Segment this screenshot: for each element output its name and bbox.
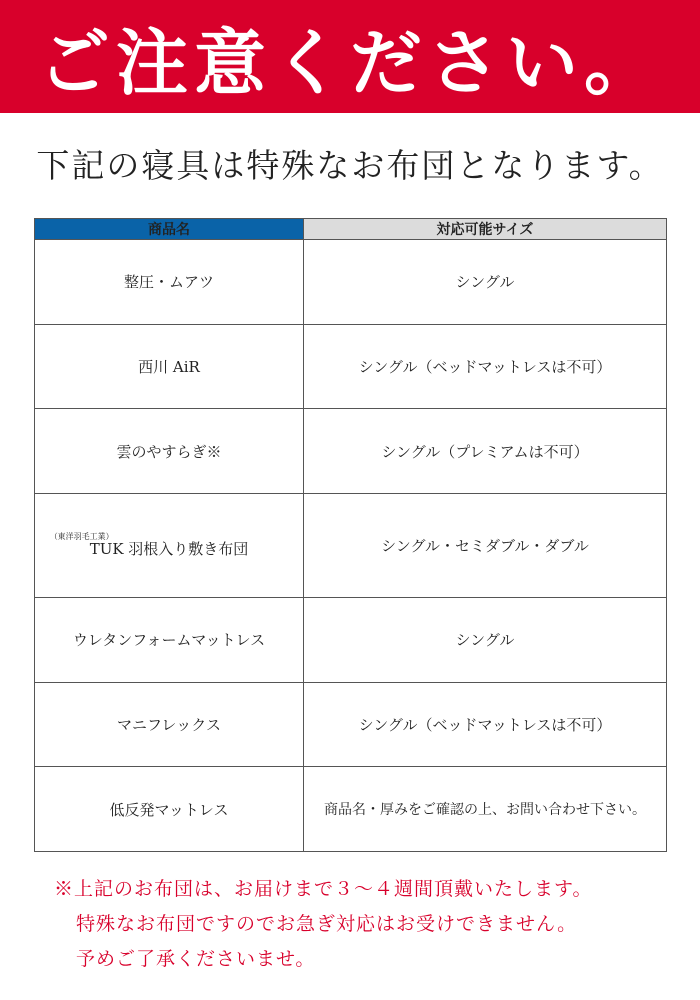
product-name: TUK 羽根入り敷き布団 — [89, 540, 249, 559]
table-row — [35, 682, 667, 767]
product-name: 雲のやすらぎ※ — [35, 409, 304, 494]
table-row — [35, 409, 667, 494]
warning-banner — [0, 0, 700, 113]
product-name-cell — [35, 494, 304, 598]
table-row — [35, 494, 667, 598]
header-available-size: 対応可能サイズ — [304, 219, 667, 240]
product-size: シングル — [304, 597, 667, 682]
header-product-name: 商品名 — [35, 219, 304, 240]
product-size: シングル・セミダブル・ダブル — [304, 494, 667, 598]
footer-line-3: 予めご了承くださいませ。 — [76, 948, 316, 970]
subtitle: 下記の寝具は特殊なお布団となります。 — [36, 146, 664, 185]
banner-title: ご注意ください。 — [37, 19, 662, 105]
product-name: 西川 AiR — [35, 324, 304, 409]
footer-notice — [54, 872, 684, 977]
table-row — [35, 324, 667, 409]
footer-line-2: 特殊なお布団ですのでお急ぎ対応はお受けできません。 — [76, 913, 578, 935]
product-name: ウレタンフォームマットレス — [35, 597, 304, 682]
product-size: 商品名・厚みをご確認の上、お問い合わせ下さい。 — [304, 767, 667, 852]
product-name: 低反発マットレス — [35, 767, 304, 852]
manufacturer-note: （東洋羽毛工業） — [49, 532, 114, 542]
table-row — [35, 597, 667, 682]
product-size: シングル — [304, 240, 667, 325]
footer-line-1: ※上記のお布団は、お届けまで３～４週間頂戴いたします。 — [54, 878, 593, 900]
table-row — [35, 767, 667, 852]
table-header-row — [35, 219, 667, 240]
product-table — [34, 218, 667, 852]
product-size: シングル（プレミアムは不可） — [304, 409, 667, 494]
product-name: 整圧・ムアツ — [35, 240, 304, 325]
product-size: シングル（ベッドマットレスは不可） — [304, 324, 667, 409]
product-name: マニフレックス — [35, 682, 304, 767]
product-size: シングル（ベッドマットレスは不可） — [304, 682, 667, 767]
table-row — [35, 240, 667, 325]
